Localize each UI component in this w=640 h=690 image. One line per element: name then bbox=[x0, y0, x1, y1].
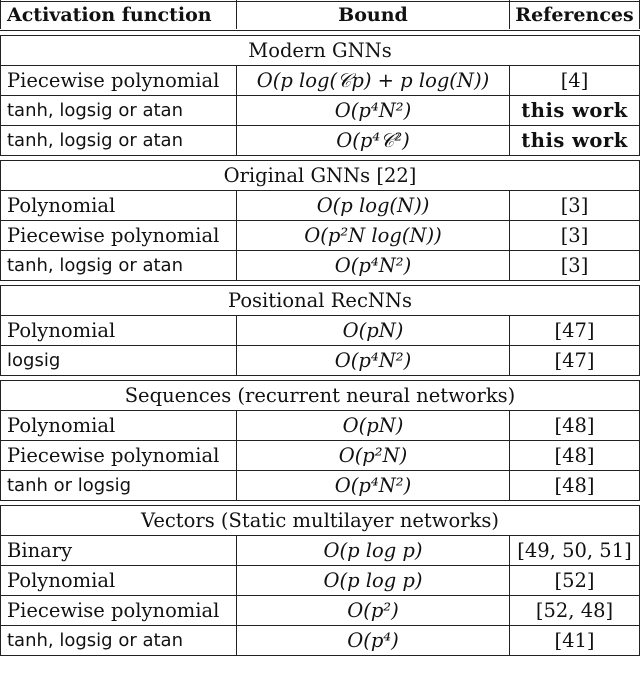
header-references: References bbox=[510, 0, 640, 29]
reference-cell: [48] bbox=[510, 471, 640, 500]
activation-cell: Polynomial bbox=[0, 411, 237, 440]
bound-cell: O(p²N) bbox=[237, 441, 510, 470]
reference-cell: this work bbox=[510, 126, 640, 155]
bound-cell: O(p⁴N²) bbox=[237, 346, 510, 375]
section-title: Vectors (Static multilayer networks) bbox=[0, 506, 640, 535]
bound-cell: O(p⁴N²) bbox=[237, 96, 510, 125]
header-bound: Bound bbox=[237, 0, 510, 29]
bound-cell: O(p⁴N²) bbox=[237, 471, 510, 500]
reference-cell: [47] bbox=[510, 316, 640, 345]
section-title: Sequences (recurrent neural networks) bbox=[0, 381, 640, 410]
bound-cell: O(p²) bbox=[237, 596, 510, 625]
table-rule bbox=[0, 155, 640, 156]
activation-cell: logsig bbox=[0, 346, 237, 375]
reference-cell: [3] bbox=[510, 221, 640, 250]
table-row bbox=[0, 536, 640, 565]
bound-cell: O(p log p) bbox=[237, 536, 510, 565]
table-row bbox=[0, 596, 640, 625]
section-title: Modern GNNs bbox=[0, 36, 640, 65]
bound-cell: O(pN) bbox=[237, 316, 510, 345]
table-row bbox=[0, 471, 640, 500]
bound-cell: O(p²N log(N)) bbox=[237, 221, 510, 250]
bound-cell: O(p log p) bbox=[237, 566, 510, 595]
table-row bbox=[0, 411, 640, 440]
reference-cell: [48] bbox=[510, 441, 640, 470]
activation-cell: Piecewise polynomial bbox=[0, 221, 237, 250]
reference-cell: [3] bbox=[510, 191, 640, 220]
reference-cell: [4] bbox=[510, 66, 640, 95]
activation-cell: Polynomial bbox=[0, 316, 237, 345]
table-rule bbox=[0, 375, 640, 376]
table-rule bbox=[0, 280, 640, 281]
activation-cell: Piecewise polynomial bbox=[0, 66, 237, 95]
reference-cell: [3] bbox=[510, 251, 640, 280]
reference-cell: [49, 50, 51] bbox=[510, 536, 640, 565]
section-title: Positional RecNNs bbox=[0, 286, 640, 315]
reference-cell: [52, 48] bbox=[510, 596, 640, 625]
bound-cell: O(p log(N)) bbox=[237, 191, 510, 220]
activation-cell: Polynomial bbox=[0, 566, 237, 595]
table-row bbox=[0, 566, 640, 595]
table-row bbox=[0, 251, 640, 280]
activation-cell: tanh, logsig or atan bbox=[0, 626, 237, 655]
table-row bbox=[0, 221, 640, 250]
table-row bbox=[0, 96, 640, 125]
table-row bbox=[0, 191, 640, 220]
table-rule bbox=[0, 655, 640, 656]
table-rule bbox=[0, 30, 640, 31]
reference-cell: this work bbox=[510, 96, 640, 125]
activation-cell: Piecewise polynomial bbox=[0, 596, 237, 625]
activation-cell: tanh, logsig or atan bbox=[0, 126, 237, 155]
bound-cell: O(p log(𝒞p) + p log(N)) bbox=[237, 66, 510, 95]
reference-cell: [52] bbox=[510, 566, 640, 595]
bound-cell: O(p⁴) bbox=[237, 626, 510, 655]
bound-cell: O(p⁴𝒞²) bbox=[237, 126, 510, 155]
activation-cell: Polynomial bbox=[0, 191, 237, 220]
table-rule bbox=[0, 1, 640, 2]
table-rule bbox=[0, 500, 640, 501]
table-row bbox=[0, 316, 640, 345]
activation-cell: Piecewise polynomial bbox=[0, 441, 237, 470]
table-row bbox=[0, 66, 640, 95]
activation-cell: tanh, logsig or atan bbox=[0, 96, 237, 125]
activation-cell: Binary bbox=[0, 536, 237, 565]
table-row bbox=[0, 346, 640, 375]
activation-cell: tanh, logsig or atan bbox=[0, 251, 237, 280]
reference-cell: [47] bbox=[510, 346, 640, 375]
reference-cell: [41] bbox=[510, 626, 640, 655]
table-header-row bbox=[0, 0, 640, 29]
table-row bbox=[0, 441, 640, 470]
table-row bbox=[0, 126, 640, 155]
bound-cell: O(p⁴N²) bbox=[237, 251, 510, 280]
bound-cell: O(pN) bbox=[237, 411, 510, 440]
table-row bbox=[0, 626, 640, 655]
section-title: Original GNNs [22] bbox=[0, 161, 640, 190]
reference-cell: [48] bbox=[510, 411, 640, 440]
header-activation-function: Activation function bbox=[0, 0, 237, 29]
activation-cell: tanh or logsig bbox=[0, 471, 237, 500]
